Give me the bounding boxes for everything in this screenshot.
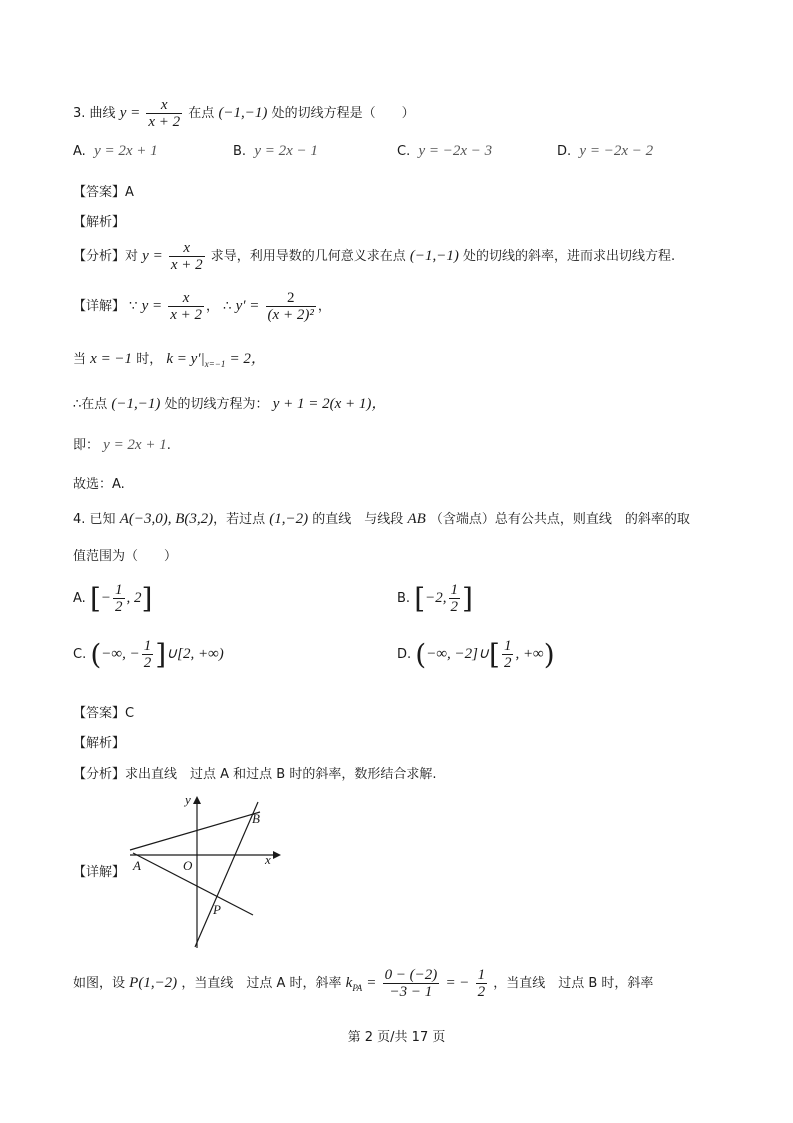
q3-option-a: A. y = 2x + 1: [73, 143, 158, 159]
y-axis-arrow: [193, 796, 201, 804]
q4-answer: 【答案】C: [73, 706, 135, 721]
line-through-A-P: [133, 853, 253, 915]
q4-option-d: D. (−∞, −2]∪[ $\frac{1}{2}$ , +∞): [397, 638, 555, 671]
q4-option-b: B. [−2, $\frac{1}{2}$ ]: [397, 582, 473, 615]
q4-fenxi: 【分析】求出直线 过点 A 和过点 B 时的斜率，数形结合求解.: [73, 767, 437, 782]
q4-option-c: C. (−∞, − $\frac{1}{2}$ ]∪[2, +∞): [73, 638, 224, 671]
q3-fraction: $\frac{x}{x + 2}$: [148, 97, 181, 130]
q3-option-d: D. y = −2x − 2: [557, 143, 654, 159]
q4-figure: [125, 790, 285, 950]
q3-choose: 故选：A.: [73, 477, 125, 492]
label-B: B: [252, 811, 260, 826]
line-through-B-P: [195, 802, 258, 947]
q3-option-b: B. y = 2x − 1: [233, 143, 318, 159]
q3-option-c: C. y = −2x − 3: [397, 143, 493, 159]
label-O: O: [183, 858, 193, 873]
line-AB: [130, 812, 260, 850]
q4-stem: 4. 已知 A(−3,0), B(3,2)，若过点 (1,−2) 的直线 与线段 AB （含端点）总有公共点，则直线 的斜率的取: [73, 511, 690, 527]
q3-answer: 【答案】A: [73, 185, 134, 200]
q3-stem: 3. 曲线 y = $\frac{x}{x + 2}$ 在点 (−1,−1) 处的切线方程是（ ）: [73, 97, 415, 130]
q3-tangent-line: ∴在点 (−1,−1) 处的切线方程为： y + 1 = 2(x + 1)，: [73, 396, 387, 412]
q3-detail: 【详解】 ∵ y = $\frac{x}{x + 2}$ ， ∴ y′ = $\frac{2}{\text{(x + 2)²}}$ ，: [73, 290, 331, 323]
q4-analysis-tag: 【解析】: [73, 736, 126, 751]
q4-stem-line2: 值范围为（ ）: [73, 549, 178, 564]
label-P: P: [213, 902, 221, 917]
q3-analysis-tag: 【解析】: [73, 215, 126, 230]
page-footer: 第 2 页/共 17 页: [347, 1030, 446, 1045]
label-y: y: [185, 792, 191, 807]
q3-fenxi: 【分析】对 y = $\frac{x}{x + 2}$ 求导，利用导数的几何意义求在点 (−1,−1) 处的切线的斜率，进而求出切线方程.: [73, 240, 676, 273]
x-axis-arrow: [273, 851, 281, 859]
q4-option-a: A. [− $\frac{1}{2}$ , 2]: [73, 582, 153, 615]
label-x: x: [265, 852, 271, 867]
q4-detail-tag: 【详解】: [73, 865, 126, 880]
q3-final: 即： y = 2x + 1.: [73, 437, 171, 453]
q4-last-line: 如图，设 P(1,−2) ，当直线 过点 A 时，斜率 $k_{PA}$ = $\frac{0 - (-2)}{-3 - 1}$ = − $\frac{1}{2}$ ，当直线 过点 B 时，斜率: [73, 967, 654, 1000]
label-A: A: [133, 858, 141, 873]
q3-slope-line: 当 x = −1 时， $k = y'|_{x=-1} = 2$，: [73, 351, 266, 369]
